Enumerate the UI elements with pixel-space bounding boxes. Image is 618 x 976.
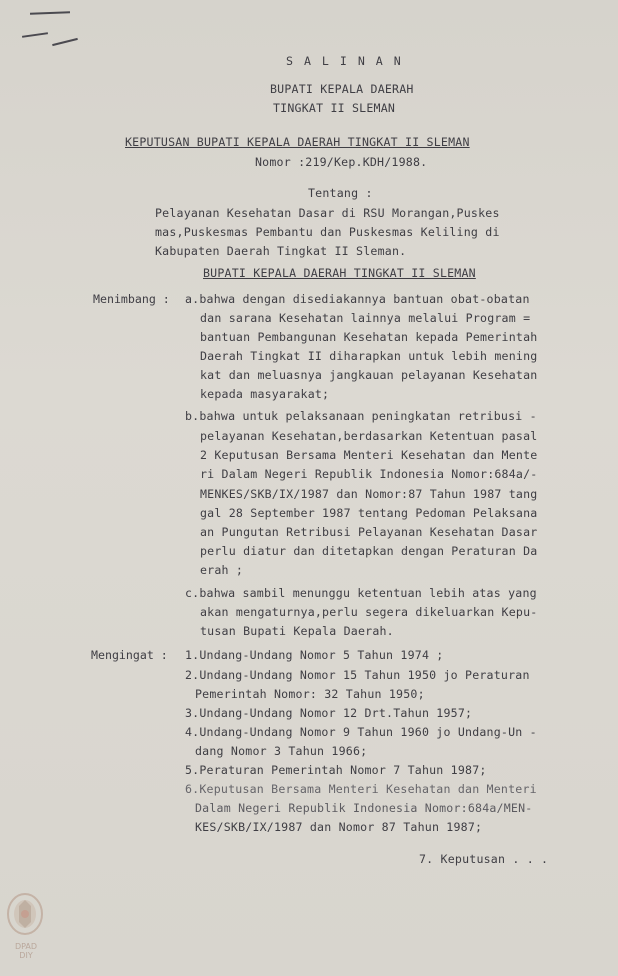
tentang-label: Tentang : xyxy=(308,186,373,200)
tentang-line: Pelayanan Kesehatan Dasar di RSU Morangan,Puskes xyxy=(155,206,500,220)
menimbang-a-line: bantuan Pembangunan Kesehatan kepada Pemerintah xyxy=(200,330,538,344)
salinan-heading: S A L I N A N xyxy=(286,54,403,68)
menimbang-c-line: c.bahwa sambil menunggu ketentuan lebih atas yang xyxy=(185,586,537,600)
menimbang-b-line: MENKES/SKB/IX/1987 dan Nomor:87 Tahun 1987 tang xyxy=(200,487,538,501)
mengingat-line: Dalam Negeri Republik Indonesia Nomor:684a/MEN- xyxy=(195,801,533,815)
pen-mark xyxy=(22,32,48,38)
mengingat-line: Pemerintah Nomor: 32 Tahun 1950; xyxy=(195,687,425,701)
menimbang-b-line: ri Dalam Negeri Republik Indonesia Nomor:684a/- xyxy=(200,467,538,481)
menimbang-b-line: gal 28 September 1987 tentang Pedoman Pelaksana xyxy=(200,506,538,520)
archive-watermark: DPAD DIY xyxy=(14,942,38,960)
mengingat-label: Mengingat : xyxy=(91,648,168,662)
tentang-line: Kabupaten Daerah Tingkat II Sleman. xyxy=(155,244,407,258)
menimbang-c-line: tusan Bupati Kepala Daerah. xyxy=(200,624,394,638)
menimbang-a-line: dan sarana Kesehatan lainnya melalui Program = xyxy=(200,311,531,325)
archive-seal-icon xyxy=(6,892,44,936)
mengingat-line: KES/SKB/IX/1987 dan Nomor 87 Tahun 1987; xyxy=(195,820,483,834)
mengingat-line: 1.Undang-Undang Nomor 5 Tahun 1974 ; xyxy=(185,648,444,662)
menimbang-b-line: erah ; xyxy=(200,563,244,577)
decision-number: Nomor :219/Kep.KDH/1988. xyxy=(255,155,428,169)
menimbang-b-line: b.bahwa untuk pelaksanaan peningkatan retribusi - xyxy=(185,409,537,423)
mengingat-line: dang Nomor 3 Tahun 1966; xyxy=(195,744,368,758)
authority-heading: BUPATI KEPALA DAERAH TINGKAT II SLEMAN xyxy=(203,266,476,280)
header-line-1: BUPATI KEPALA DAERAH xyxy=(270,82,414,96)
menimbang-a-line: Daerah Tingkat II diharapkan untuk lebih mening xyxy=(200,349,538,363)
mengingat-line: 5.Peraturan Pemerintah Nomor 7 Tahun 1987; xyxy=(185,763,487,777)
decision-title: KEPUTUSAN BUPATI KEPALA DAERAH TINGKAT II SLEMAN xyxy=(125,135,470,149)
mengingat-line: 2.Undang-Undang Nomor 15 Tahun 1950 jo Peraturan xyxy=(185,668,530,682)
mengingat-line: 4.Undang-Undang Nomor 9 Tahun 1960 jo Undang-Un - xyxy=(185,725,537,739)
menimbang-b-line: perlu diatur dan ditetapkan dengan Peraturan Da xyxy=(200,544,538,558)
continuation-note: 7. Keputusan . . . xyxy=(419,852,549,866)
menimbang-a-line: kepada masyarakat; xyxy=(200,387,330,401)
tentang-line: mas,Puskesmas Pembantu dan Puskesmas Keliling di xyxy=(155,225,500,239)
mengingat-line: 3.Undang-Undang Nomor 12 Drt.Tahun 1957; xyxy=(185,706,473,720)
header-line-2: TINGKAT II SLEMAN xyxy=(273,101,396,115)
mengingat-line: 6.Keputusan Bersama Menteri Kesehatan dan Menteri xyxy=(185,782,537,796)
menimbang-c-line: akan mengaturnya,perlu segera dikeluarkan Kepu- xyxy=(200,605,538,619)
pen-mark xyxy=(52,38,78,46)
pen-mark xyxy=(30,11,70,14)
menimbang-b-line: an Pungutan Retribusi Pelayanan Kesehatan Dasar xyxy=(200,525,538,539)
menimbang-a-line: a.bahwa dengan disediakannya bantuan obat-obatan xyxy=(185,292,530,306)
menimbang-b-line: 2 Keputusan Bersama Menteri Kesehatan dan Mente xyxy=(200,448,538,462)
menimbang-label: Menimbang : xyxy=(93,292,170,306)
menimbang-b-line: pelayanan Kesehatan,berdasarkan Ketentuan pasal xyxy=(200,429,538,443)
menimbang-a-line: kat dan meluasnya jangkauan pelayanan Kesehatan xyxy=(200,368,538,382)
